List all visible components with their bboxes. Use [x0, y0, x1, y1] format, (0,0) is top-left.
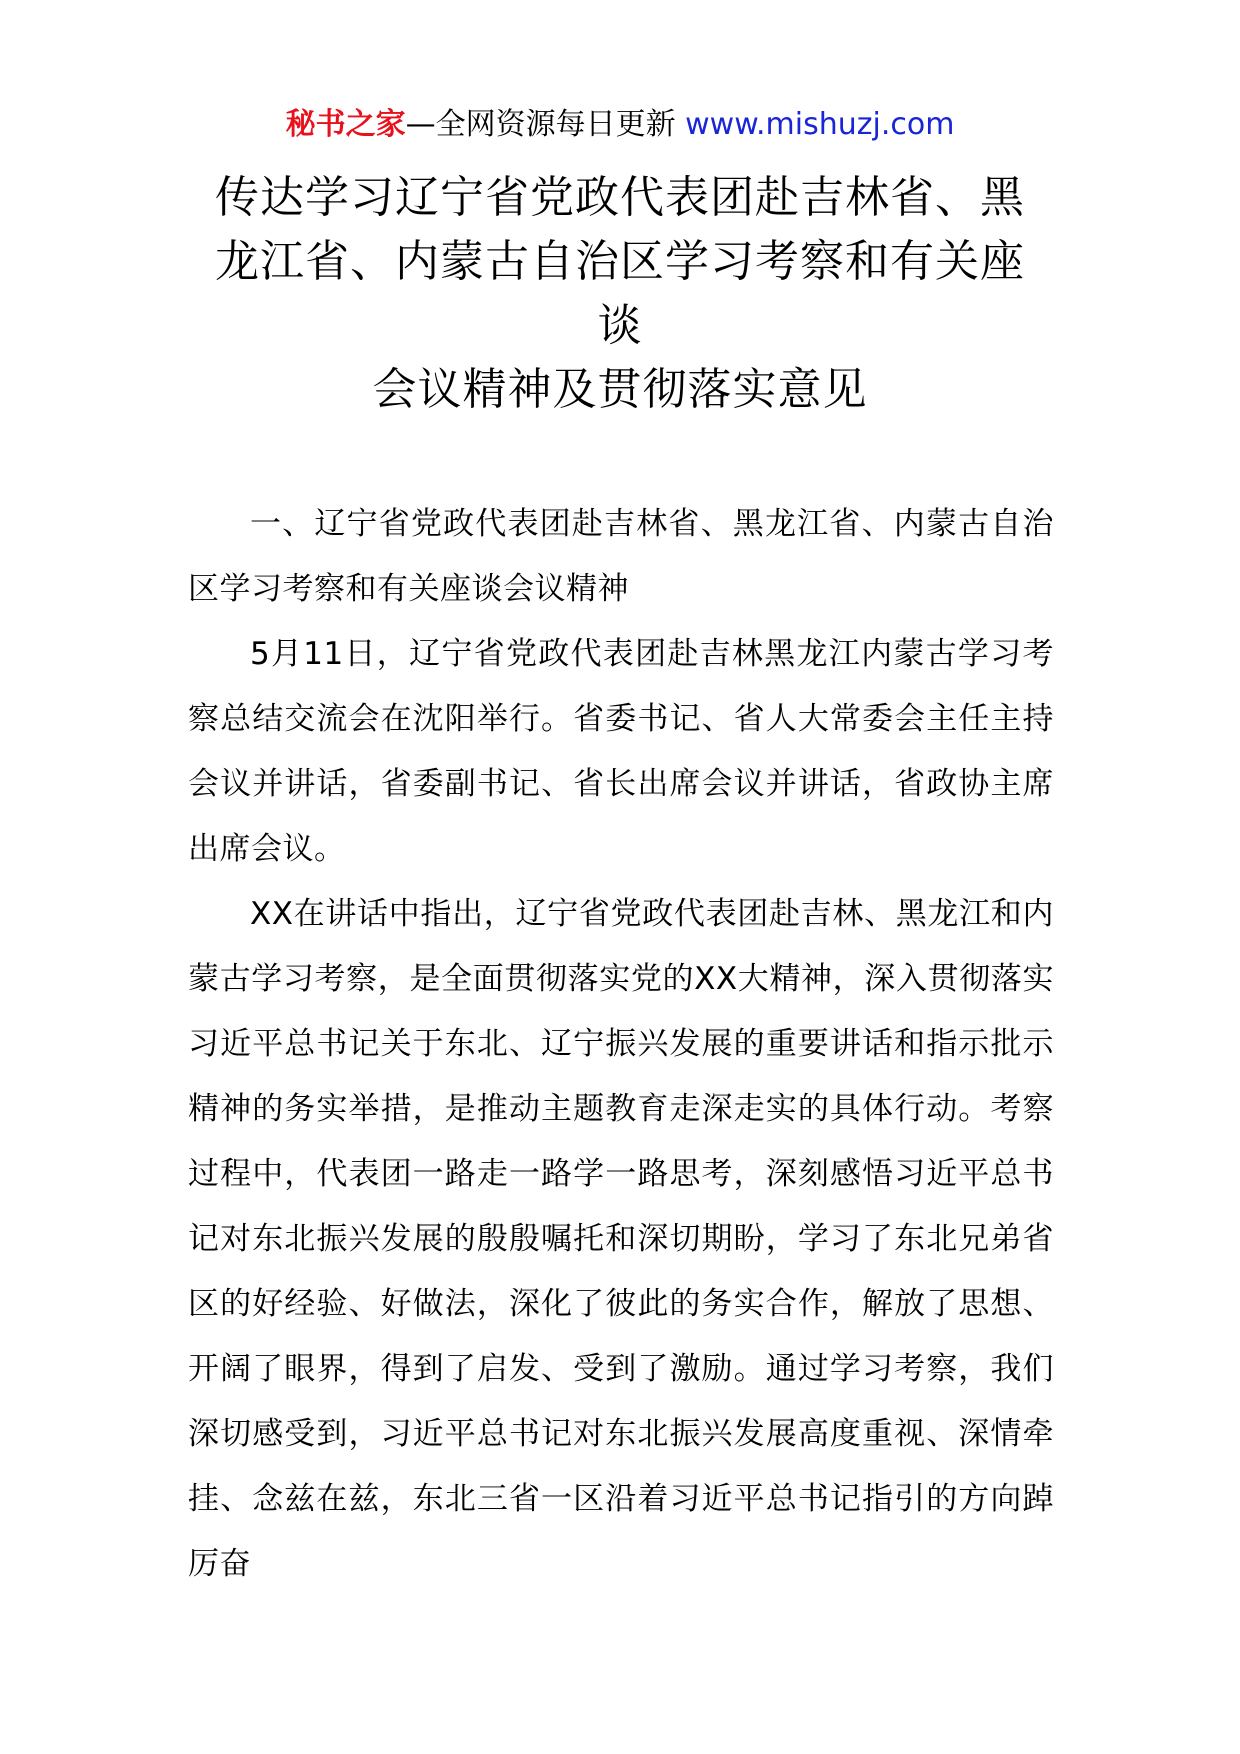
title-line: 会议精神及贯彻落实意见 — [372, 364, 868, 415]
site-header — [0, 103, 1240, 147]
site-url-link[interactable]: www.mishuzj.com — [685, 107, 955, 142]
title-line: 龙江省、内蒙古自治区学习考察和有关座 — [215, 236, 1025, 287]
title-line: 谈 — [597, 300, 643, 351]
section-heading-paragraph: 一、辽宁省党政代表团赴吉林省、黑龙江省、内蒙古自治区学习考察和有关座谈会议精神 — [188, 506, 1054, 607]
body-paragraph: XX在讲话中指出，辽宁省党政代表团赴吉林、黑龙江和内蒙古学习考察，是全面贯彻落实党的XX大精神，深入贯彻落实习近平总书记关于东北、辽宁振兴发展的重要讲话和指示批示精神的务实举措，是推动主题教育走深走实的具体行动。考察过程中，代表团一路走一路学一路思考，深刻感悟习近平总书记对东北振兴发展的殷殷嘱托和深切期盼，学习了东北兄弟省区的好经验、好做法，深化了彼此的务实合作，解放了思想、开阔了眼界，得到了启发、受到了激励。通过学习考察，我们深切感受到，习近平总书记对东北振兴发展高度重视、深情牵挂、念兹在兹，东北三省一区沿着习近平总书记指引的方向踔厉奋 — [188, 896, 1054, 1582]
body-paragraph: 5月11日，辽宁省党政代表团赴吉林黑龙江内蒙古学习考察总结交流会在沈阳举行。省委书记、省人大常委会主任主持会议并讲话，省委副书记、省长出席会议并讲话，省政协主席出席会议。 — [188, 636, 1054, 867]
title-line: 传达学习辽宁省党政代表团赴吉林省、黑 — [215, 172, 1025, 223]
document-body — [188, 492, 1054, 1597]
document-title — [200, 166, 1040, 422]
site-brand: 秘书之家 — [285, 107, 406, 142]
site-tagline: —全网资源每日更新 — [405, 107, 676, 142]
